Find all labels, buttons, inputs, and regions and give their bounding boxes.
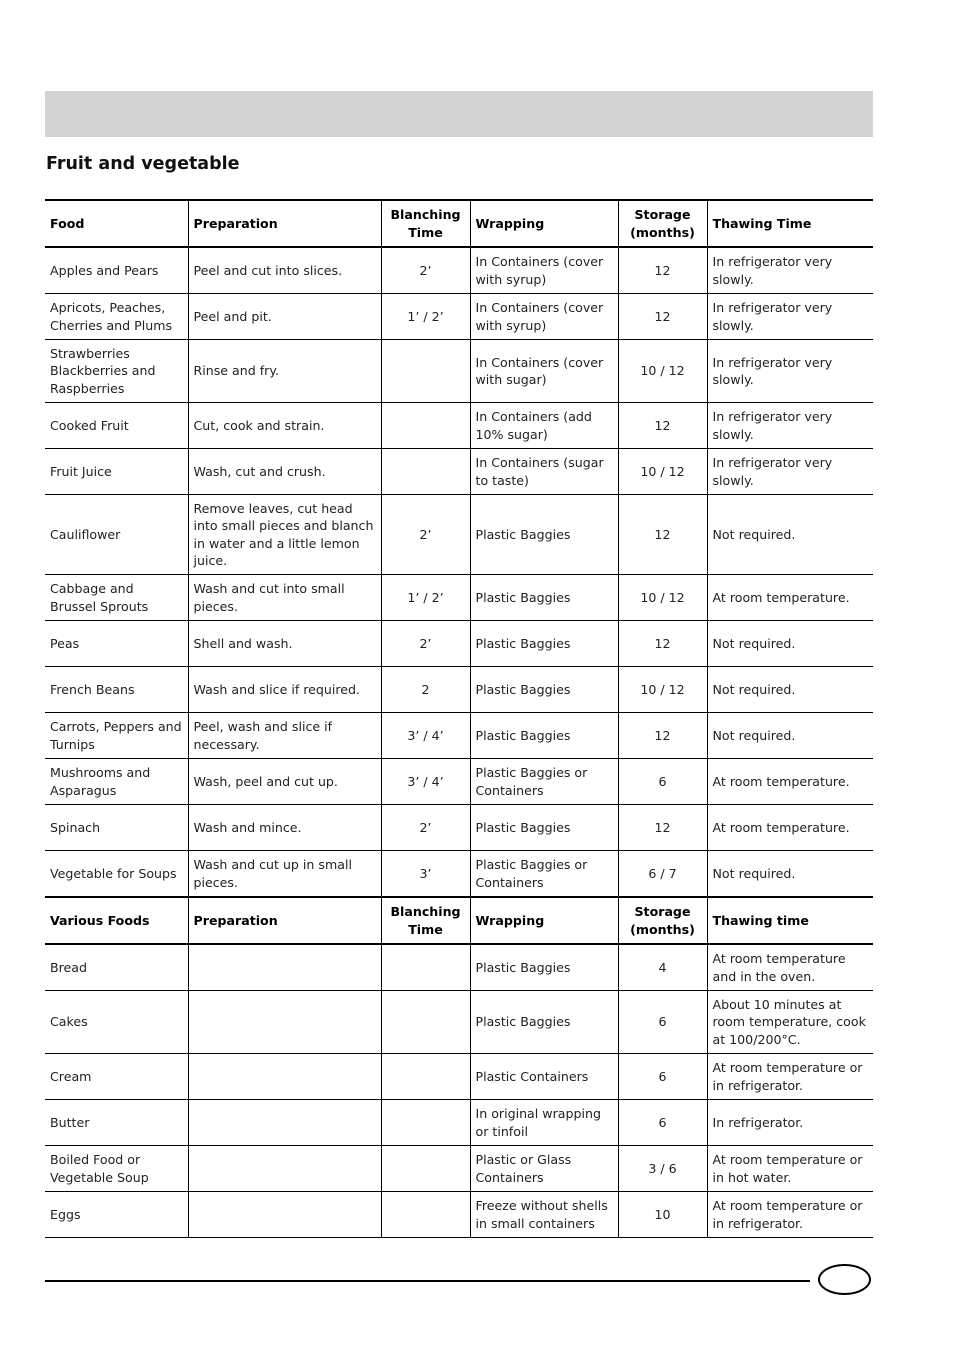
cell-thawing: In refrigerator very slowly. (707, 340, 873, 403)
cell-preparation: Peel, wash and slice if necessary. (188, 713, 381, 759)
cell-blanching: 2’ (381, 495, 470, 575)
cell-thawing: In refrigerator very slowly. (707, 247, 873, 294)
cell-wrapping: Plastic Baggies (470, 621, 618, 667)
cell-food: Cakes (45, 991, 188, 1054)
cell-thawing: At room temperature. (707, 805, 873, 851)
cell-storage: 12 (618, 713, 707, 759)
header-thawing: Thawing time (707, 897, 873, 944)
cell-food: Mushrooms and Asparagus (45, 759, 188, 805)
cell-wrapping: In Containers (sugar to taste) (470, 449, 618, 495)
cell-blanching: 2’ (381, 621, 470, 667)
cell-blanching (381, 944, 470, 991)
freezing-table (45, 199, 873, 1238)
cell-food: Bread (45, 944, 188, 991)
cell-wrapping: In original wrapping or tinfoil (470, 1100, 618, 1146)
table-row (45, 247, 873, 294)
cell-blanching (381, 1100, 470, 1146)
cell-wrapping: In Containers (cover with syrup) (470, 247, 618, 294)
cell-food: Cream (45, 1054, 188, 1100)
table-row (45, 944, 873, 991)
cell-storage: 4 (618, 944, 707, 991)
cell-food: Cooked Fruit (45, 403, 188, 449)
cell-wrapping: Plastic Baggies (470, 667, 618, 713)
cell-storage: 12 (618, 294, 707, 340)
cell-food: Apples and Pears (45, 247, 188, 294)
cell-wrapping: Plastic Containers (470, 1054, 618, 1100)
header-storage: Storage (months) (618, 200, 707, 247)
cell-preparation (188, 1100, 381, 1146)
cell-preparation (188, 1192, 381, 1238)
cell-food: Carrots, Peppers and Turnips (45, 713, 188, 759)
cell-storage: 6 (618, 1054, 707, 1100)
cell-blanching (381, 449, 470, 495)
table-header-various (45, 897, 873, 944)
cell-preparation (188, 991, 381, 1054)
table-row (45, 805, 873, 851)
page-number-oval (818, 1264, 871, 1295)
cell-food: Cauliflower (45, 495, 188, 575)
header-wrapping: Wrapping (470, 897, 618, 944)
cell-thawing: In refrigerator very slowly. (707, 403, 873, 449)
header-storage: Storage (months) (618, 897, 707, 944)
table-row (45, 575, 873, 621)
cell-blanching (381, 403, 470, 449)
table-row (45, 851, 873, 898)
header-food: Food (45, 200, 188, 247)
cell-food: Spinach (45, 805, 188, 851)
cell-preparation: Wash and mince. (188, 805, 381, 851)
table-row (45, 340, 873, 403)
cell-storage: 6 (618, 759, 707, 805)
cell-blanching: 2’ (381, 805, 470, 851)
cell-wrapping: Freeze without shells in small containers (470, 1192, 618, 1238)
cell-storage: 6 (618, 1100, 707, 1146)
cell-thawing: In refrigerator very slowly. (707, 449, 873, 495)
cell-thawing: In refrigerator very slowly. (707, 294, 873, 340)
cell-thawing: At room temperature and in the oven. (707, 944, 873, 991)
cell-preparation: Wash and slice if required. (188, 667, 381, 713)
cell-blanching: 3’ / 4’ (381, 759, 470, 805)
cell-wrapping: In Containers (add 10% sugar) (470, 403, 618, 449)
cell-preparation: Cut, cook and strain. (188, 403, 381, 449)
cell-wrapping: Plastic Baggies (470, 495, 618, 575)
cell-blanching (381, 1054, 470, 1100)
cell-blanching (381, 991, 470, 1054)
cell-preparation: Wash and cut up in small pieces. (188, 851, 381, 898)
cell-blanching: 3’ / 4’ (381, 713, 470, 759)
table-row (45, 1100, 873, 1146)
cell-food: Boiled Food or Vegetable Soup (45, 1146, 188, 1192)
cell-blanching: 1’ / 2’ (381, 294, 470, 340)
cell-preparation: Shell and wash. (188, 621, 381, 667)
footer-rule (45, 1280, 810, 1282)
cell-food: Fruit Juice (45, 449, 188, 495)
cell-food: Eggs (45, 1192, 188, 1238)
cell-blanching (381, 1192, 470, 1238)
cell-wrapping: Plastic Baggies (470, 944, 618, 991)
cell-thawing: At room temperature or in refrigerator. (707, 1192, 873, 1238)
cell-storage: 6 / 7 (618, 851, 707, 898)
cell-wrapping: In Containers (cover with syrup) (470, 294, 618, 340)
header-preparation: Preparation (188, 897, 381, 944)
cell-preparation: Remove leaves, cut head into small pieces and blanch in water and a little lemon juice. (188, 495, 381, 575)
cell-storage: 12 (618, 495, 707, 575)
header-blanching: Blanching Time (381, 897, 470, 944)
cell-wrapping: Plastic Baggies (470, 991, 618, 1054)
cell-wrapping: Plastic Baggies or Containers (470, 759, 618, 805)
cell-storage: 10 (618, 1192, 707, 1238)
cell-blanching: 1’ / 2’ (381, 575, 470, 621)
cell-thawing: At room temperature or in hot water. (707, 1146, 873, 1192)
cell-preparation (188, 1146, 381, 1192)
table-header-fruit (45, 200, 873, 247)
cell-wrapping: In Containers (cover with sugar) (470, 340, 618, 403)
table-row (45, 667, 873, 713)
cell-food: French Beans (45, 667, 188, 713)
cell-storage: 6 (618, 991, 707, 1054)
cell-blanching: 2 (381, 667, 470, 713)
cell-thawing: Not required. (707, 851, 873, 898)
cell-blanching: 3’ (381, 851, 470, 898)
header-preparation: Preparation (188, 200, 381, 247)
table-row (45, 759, 873, 805)
table-row (45, 1146, 873, 1192)
cell-food: Peas (45, 621, 188, 667)
table-row (45, 403, 873, 449)
cell-thawing: At room temperature. (707, 575, 873, 621)
cell-storage: 10 / 12 (618, 667, 707, 713)
cell-thawing: Not required. (707, 495, 873, 575)
cell-food: Apricots, Peaches, Cherries and Plums (45, 294, 188, 340)
header-blanching: Blanching Time (381, 200, 470, 247)
cell-preparation: Peel and cut into slices. (188, 247, 381, 294)
cell-blanching (381, 340, 470, 403)
table-row (45, 713, 873, 759)
cell-thawing: In refrigerator. (707, 1100, 873, 1146)
cell-preparation: Rinse and fry. (188, 340, 381, 403)
cell-thawing: At room temperature. (707, 759, 873, 805)
cell-preparation: Wash and cut into small pieces. (188, 575, 381, 621)
cell-storage: 3 / 6 (618, 1146, 707, 1192)
cell-preparation: Wash, cut and crush. (188, 449, 381, 495)
header-wrapping: Wrapping (470, 200, 618, 247)
cell-storage: 10 / 12 (618, 575, 707, 621)
cell-wrapping: Plastic Baggies or Containers (470, 851, 618, 898)
table-row (45, 991, 873, 1054)
cell-food: Cabbage and Brussel Sprouts (45, 575, 188, 621)
cell-food: Strawberries Blackberries and Raspberries (45, 340, 188, 403)
cell-wrapping: Plastic Baggies (470, 805, 618, 851)
header-band (45, 91, 873, 137)
header-thawing: Thawing Time (707, 200, 873, 247)
cell-thawing: At room temperature or in refrigerator. (707, 1054, 873, 1100)
cell-wrapping: Plastic Baggies (470, 575, 618, 621)
cell-preparation: Wash, peel and cut up. (188, 759, 381, 805)
section-title: Fruit and vegetable (46, 154, 240, 174)
cell-wrapping: Plastic or Glass Containers (470, 1146, 618, 1192)
cell-storage: 12 (618, 403, 707, 449)
table-row (45, 1192, 873, 1238)
cell-storage: 12 (618, 621, 707, 667)
cell-blanching (381, 1146, 470, 1192)
cell-preparation (188, 944, 381, 991)
cell-blanching: 2’ (381, 247, 470, 294)
cell-storage: 12 (618, 247, 707, 294)
table-row (45, 294, 873, 340)
cell-thawing: Not required. (707, 713, 873, 759)
cell-storage: 12 (618, 805, 707, 851)
table-row (45, 621, 873, 667)
cell-food: Butter (45, 1100, 188, 1146)
header-food: Various Foods (45, 897, 188, 944)
cell-wrapping: Plastic Baggies (470, 713, 618, 759)
cell-thawing: About 10 minutes at room temperature, cook at 100/200°C. (707, 991, 873, 1054)
cell-preparation: Peel and pit. (188, 294, 381, 340)
cell-thawing: Not required. (707, 667, 873, 713)
cell-storage: 10 / 12 (618, 449, 707, 495)
cell-preparation (188, 1054, 381, 1100)
table-row (45, 449, 873, 495)
table-row (45, 495, 873, 575)
cell-storage: 10 / 12 (618, 340, 707, 403)
cell-food: Vegetable for Soups (45, 851, 188, 898)
cell-thawing: Not required. (707, 621, 873, 667)
table-row (45, 1054, 873, 1100)
